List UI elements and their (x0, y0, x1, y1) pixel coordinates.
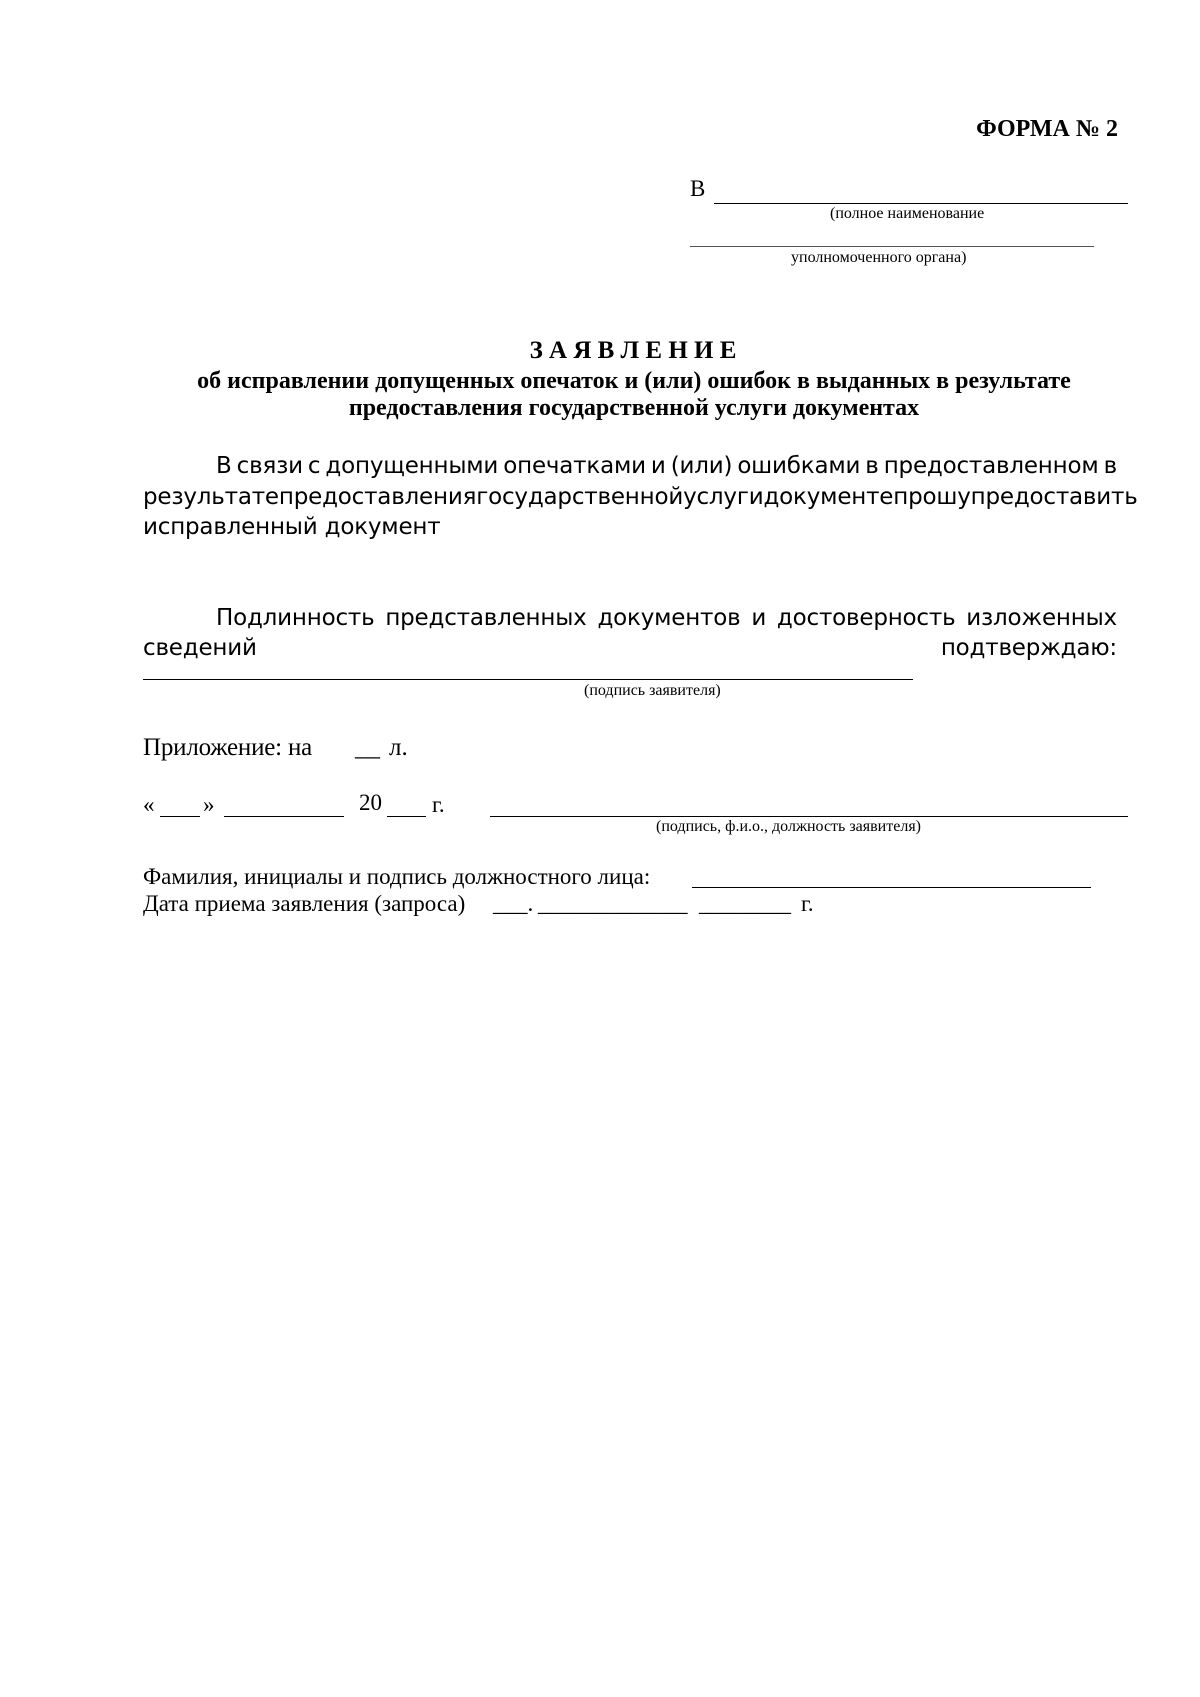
word: опечатками (503, 453, 646, 479)
word: ошибками (737, 453, 861, 479)
word: допущенными (325, 453, 499, 479)
document-subtitle-line-2: предоставления государственной услуги документах (348, 395, 920, 421)
receipt-date-month-blank[interactable]: _____________ (538, 891, 688, 916)
receipt-date-day-blank[interactable]: ___. (493, 891, 534, 916)
word: (или) (670, 453, 733, 479)
word: подтверждаю: (940, 635, 1117, 661)
word: документов (597, 605, 741, 631)
receipt-date-year-blank[interactable]: ________ (699, 891, 791, 916)
recipient-caption-1: (полное наименование (830, 205, 985, 222)
word: услуги (683, 484, 764, 510)
word: в (1103, 453, 1117, 479)
request-paragraph-line-1 (216, 453, 1117, 479)
date-open-quote: « (143, 792, 155, 817)
attachment-pages-blank[interactable]: __ (355, 734, 380, 761)
date-day-blank[interactable] (160, 816, 200, 817)
authenticity-paragraph-line-2 (143, 635, 1117, 661)
word: прошу (893, 484, 971, 510)
recipient-prefix: В (690, 176, 706, 201)
word: предоставления (278, 484, 477, 510)
date-month-blank[interactable] (224, 816, 344, 817)
applicant-signature-caption: (подпись заявителя) (584, 682, 721, 699)
word: результате (143, 484, 279, 510)
date-year-suffix: г. (432, 792, 445, 817)
word: предоставить (970, 484, 1138, 510)
date-year-blank[interactable] (387, 816, 426, 817)
authenticity-paragraph-line-1 (216, 605, 1117, 631)
recipient-line-2[interactable] (690, 246, 1094, 247)
official-signature-line[interactable] (692, 887, 1091, 888)
word: и (650, 453, 666, 479)
word: предоставленном (883, 453, 1099, 479)
request-paragraph-line-2 (143, 484, 1138, 510)
applicant-full-signature-line[interactable] (490, 816, 1128, 817)
receipt-date-label: Дата приема заявления (запроса) (143, 891, 466, 916)
word: государственной (476, 484, 684, 510)
word: связи (236, 453, 303, 479)
receipt-date-suffix: г. (801, 891, 814, 916)
document-heading: З А Я В Л Е Н И Е (529, 337, 737, 364)
word: В (216, 453, 232, 479)
word: Подлинность (216, 605, 375, 631)
word: и (751, 605, 767, 631)
request-paragraph-line-3: исправленный документ (143, 514, 441, 540)
attachment-label: Приложение: на (143, 734, 313, 761)
date-close-quote: » (203, 792, 215, 817)
word: изложенных (966, 605, 1117, 631)
word: сведений (143, 635, 257, 661)
word: с (307, 453, 321, 479)
recipient-caption-2: уполномоченного органа) (791, 249, 967, 266)
applicant-signature-line[interactable] (143, 679, 913, 680)
word: представленных (385, 605, 587, 631)
word: документе (763, 484, 894, 510)
date-year-prefix: 20 (359, 790, 382, 815)
attachment-unit: л. (389, 734, 408, 761)
recipient-line-1[interactable] (714, 203, 1128, 204)
official-label: Фамилия, инициалы и подпись должностного лица: (143, 864, 651, 889)
applicant-full-signature-caption: (подпись, ф.и.о., должность заявителя) (656, 818, 922, 835)
document-subtitle-line-1: об исправлении допущенных опечаток и (или) ошибок в выданных в результате (197, 368, 1071, 394)
word: достоверность (776, 605, 956, 631)
word: в (865, 453, 879, 479)
form-number: ФОРМА № 2 (976, 116, 1118, 142)
